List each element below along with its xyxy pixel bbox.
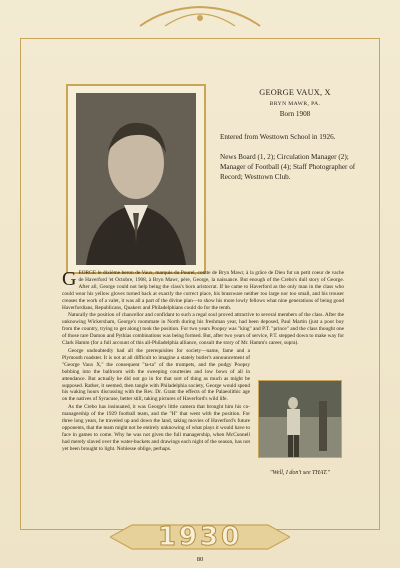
bio-paragraph-2: Naturally the position of chancellor and confidant to such a regal soul proved attractive to several members of the class. After the unknowing Wickersham, George's roommate in North during his freshman year, had been deposed, Paul Martin (just a poor boy from the country, trying to get along) took the position. For two years Poopsy was "king" and P.T. "prince" and the class thought one of those rare Damon and Pythias combinations was being formed. But, after two years of service, P.T. stepped down to make way for Clark Hamm (for a full account of this all-Philadelphia alliance, consult the story of Mr. Hamm's career, supra).: [62, 312, 344, 347]
candid-photo: [258, 380, 342, 458]
bio-paragraph-1: GEORGE le dixième beron de Vaux, marquis du Pourel, comte de Bryn Mawr, à la grâce de Dieu fut un petit coeur de vache de Haverford 'et Octobre, 1908, à Bryn Mawr, père, George, la naissance. But enough of the Crebo's dull story of George. After all, George could not help being the class's born aristocrat. If he came to Haverford as the only man in the class who could wear his yellow gloves turned back at exactly the correct place, his brassware neither too large nor too small, and his trouser creases the work of a valet, it was all a part of the divine plan—to show his more lowly fellows what nine generations of being good Haverfordians, Republicans, Quakers and Philadelphians could do for the tenth.: [62, 268, 344, 311]
profile-info: [220, 88, 370, 182]
portrait-photo: [76, 93, 196, 265]
entered-from: Entered from Westtown School in 1926.: [220, 133, 336, 141]
year-text: 1930: [157, 522, 243, 552]
year-banner: [110, 522, 290, 552]
bio-paragraph-4: As the Crebo has insinuated, it was George's little camera that brought him his co-managership of the 1929 football team, and the "H" that went with the position. For three long years, he traveled up and down the land, taking movies of Haverford's future opponents, that the team might not be entirely unknowing of what plays it would have to face in games to come. Why he was not given the full managership, when McConnell had merely slaved over the water-buckets and drawings each night of the season, has not yet been brought to light. Noblesse oblige, perhaps.: [62, 404, 251, 452]
activities: News Board (1, 2); Circulation Manager (2); Manager of Football (4); Staff Photographer of Record; Westtown Club.: [220, 153, 356, 181]
birth-year: Born 1908: [279, 110, 311, 118]
hometown: BRYN MAWR, PA.: [269, 101, 321, 107]
top-ornament-icon: [135, 4, 265, 30]
student-name: GEORGE VAUX, X: [259, 88, 331, 97]
bio-paragraph-3: George undoubtedly had all the prerequisites for society—name, fame and a Plymouth roadster. It is not at all difficult to imagine a stately butler's announcement of "George Vaux X," the consequent "ta-ta" of the trumpets, and the pudgy Poopsy bobbing into the ballroom with the sweeping courtesies and low bows of all in attendance. But actually he did not go in for that sort of thing as much as might be supposed. Rather, it seemed, then tangle with Philadelphia society, George would spend his waking hours discussing with the Rev. Dr. Grant the effects of the Palaeolithic age on the natives of Syracuse, better still, taking pictures of Haverford's wild life.: [62, 347, 250, 403]
page-number: 80: [196, 556, 204, 563]
portrait-frame: [66, 84, 206, 274]
drop-cap: G: [62, 268, 77, 290]
photo-caption: "Well, I don't see THAT.": [269, 470, 331, 476]
